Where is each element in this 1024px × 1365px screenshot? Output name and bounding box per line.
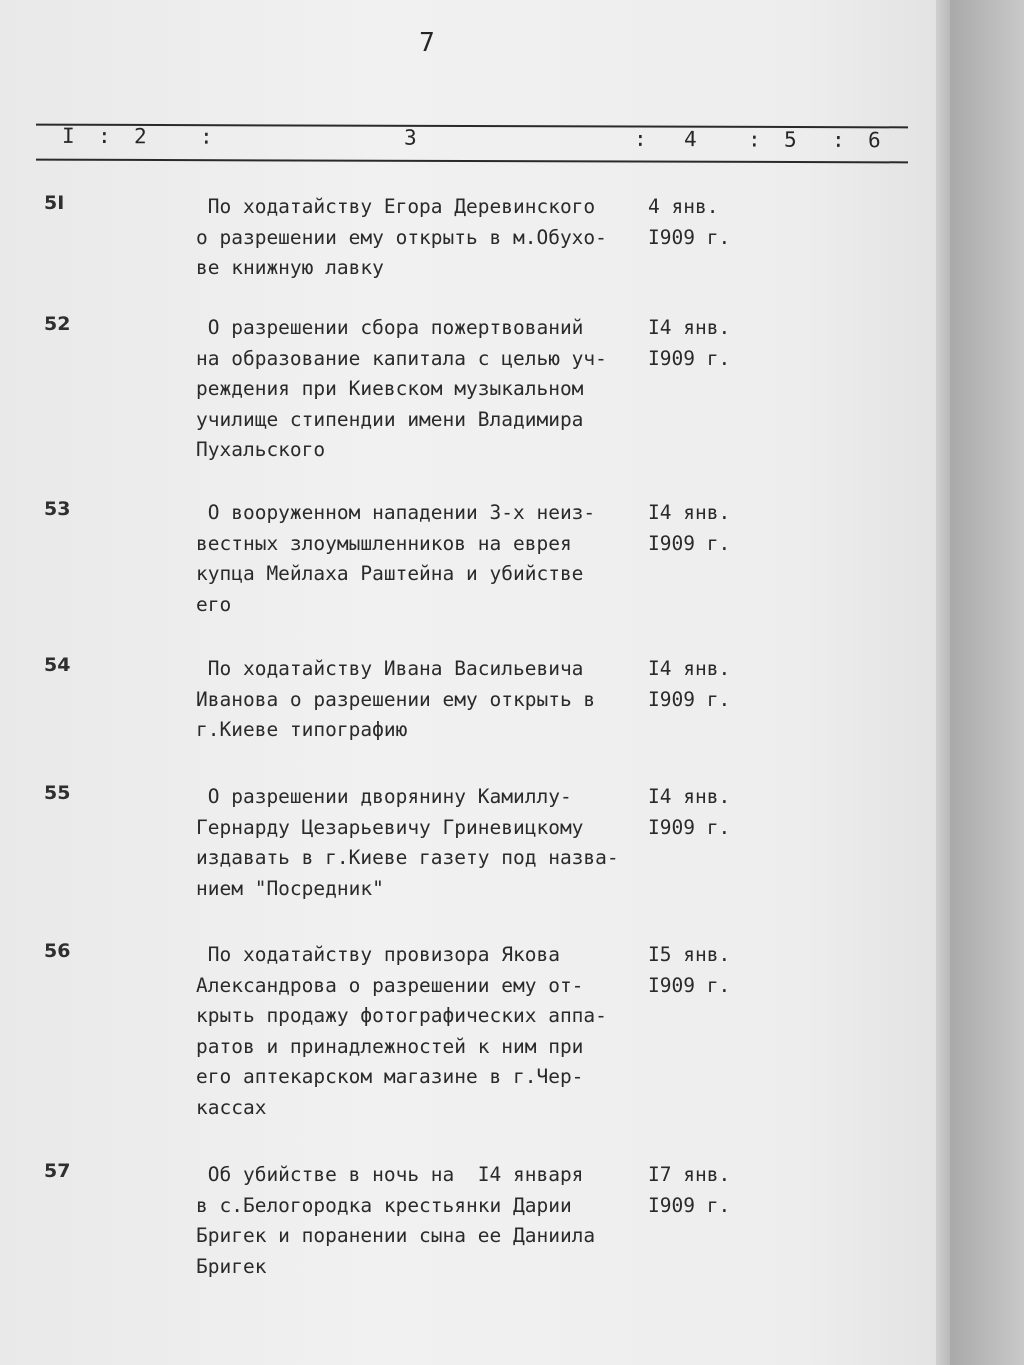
entry-number: 5I: [44, 192, 65, 214]
column-separator: :: [633, 126, 647, 151]
column-header-4: 4: [683, 127, 697, 152]
entry-date: I5 янв. I909 г.: [648, 943, 731, 997]
entry-date: I4 янв. I909 г.: [648, 785, 731, 839]
entry-date: I7 янв. I909 г.: [648, 1163, 731, 1217]
entry-number: 52: [44, 313, 71, 335]
column-separator: :: [199, 124, 213, 149]
column-header-1: I: [61, 123, 75, 148]
entry-description: По ходатайству Егора Деревинского о разрешении ему открыть в м.Обухо- ве книжную лавку: [196, 195, 607, 279]
entry-description: О вооруженном нападении 3-х неиз- вестных злоумышленников на еврея купца Мейлаха Раштейна и убийстве его: [196, 501, 596, 616]
entry-description: По ходатайству Ивана Васильевича Иванова о разрешении ему открыть в г.Киеве типографию: [196, 657, 596, 741]
entry-number: 53: [44, 498, 71, 520]
column-separator: :: [97, 124, 111, 149]
column-header-5: 5: [783, 127, 797, 152]
entry-number: 56: [44, 940, 71, 962]
entry-description: По ходатайству провизора Якова Александрова о разрешении ему от- крыть продажу фотографических аппа- ратов и принадлежностей к ним при его аптекарском магазине в г.Чер- кассах: [196, 943, 607, 1119]
entry-date: I4 янв. I909 г.: [648, 657, 731, 711]
page-number: 7: [419, 28, 435, 58]
page-edge-shadow: [936, 0, 950, 1365]
column-header-row: [36, 116, 908, 161]
entry-date: I4 янв. I909 г.: [648, 316, 731, 370]
entry-description: Об убийстве в ночь на I4 января в с.Белогородка крестьянки Дарии Бригек и поранении сына ее Даниила Бригек: [196, 1163, 596, 1278]
background-surface: [950, 0, 1024, 1365]
column-separator: :: [831, 127, 845, 152]
entry-number: 54: [44, 654, 71, 676]
entry-number: 57: [44, 1160, 71, 1182]
column-separator: :: [747, 127, 761, 152]
entry-date: 4 янв. I909 г.: [648, 195, 731, 249]
column-header-2: 2: [133, 124, 147, 149]
entry-description: О разрешении сбора пожертвований на образование капитала с целью уч- реждения при Киевском музыкальном училище стипендии имени Владимира Пухальского: [196, 316, 607, 461]
entry-description: О разрешении дворянину Камиллу- Гернарду Цезарьевичу Гриневицкому издавать в г.Киеве газету под назва- нием "Посредник": [196, 785, 619, 900]
entry-date: I4 янв. I909 г.: [648, 501, 731, 555]
column-header-6: 6: [867, 128, 881, 153]
column-header-3: 3: [403, 125, 417, 150]
entry-number: 55: [44, 782, 71, 804]
